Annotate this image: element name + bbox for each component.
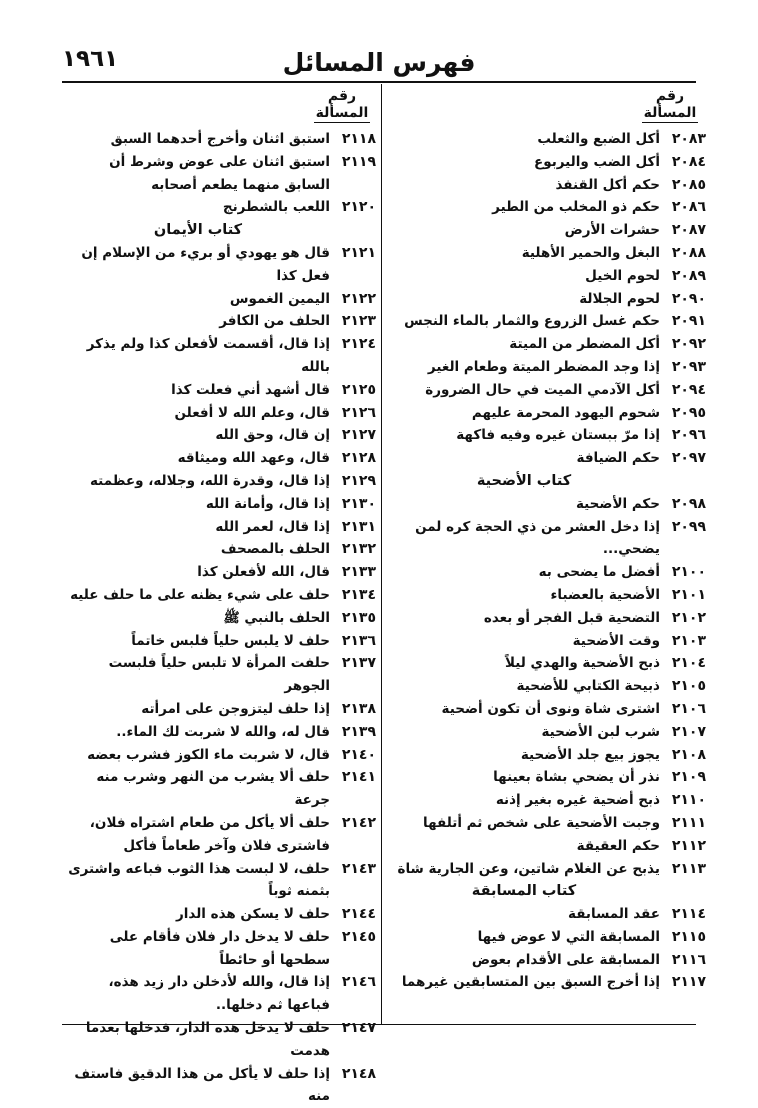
entry-number: ٢٠٩٧ [671,450,706,467]
entry-title: حلف على شيء يظنه على ما حلف عليه [70,586,330,603]
index-entry [66,538,376,561]
entry-number: ٢٠٨٤ [671,153,706,170]
entry-number: ٢٠٨٣ [671,131,706,147]
entry-number: ٢١٣٧ [341,655,376,672]
entry-number: ٢١٠٣ [671,632,706,649]
entry-number: ٢١٤٣ [341,860,376,877]
index-entry [388,744,706,767]
entry-title: أكل الضبع والثعلب [537,131,660,147]
index-entry [66,971,376,1017]
index-entry [388,128,706,151]
entry-number: ٢١٢٣ [341,313,376,330]
entry-number: ٢١٢١ [341,244,376,261]
entry-number: ٢٠٩٨ [671,495,706,512]
index-entry [66,584,376,607]
index-entry [388,424,706,447]
entry-title: لحوم الخيل [585,267,660,284]
entry-number: ٢١١٤ [671,906,706,923]
index-entry [388,288,706,311]
entry-number: ٢١٢٠ [341,199,376,216]
entry-number: ٢٠٩٢ [671,336,706,353]
entry-number: ٢١١٥ [671,928,706,945]
entry-number: ٢١٣٨ [341,700,376,717]
index-entry [388,812,706,835]
entry-title: حلف لا يلبس حلياً فلبس خاتماً [131,632,330,649]
entry-title: اللعب بالشطرنج [222,199,330,216]
index-entry [388,698,706,721]
index-entry [388,356,706,379]
entry-title: شرب لبن الأضحية [541,723,660,740]
index-entry [388,789,706,812]
index-entry [66,379,376,402]
entry-number: ٢٠٨٨ [671,244,706,261]
index-entry [388,561,706,584]
entry-title: أكل الآدمي الميت في حال الضرورة [425,381,660,398]
entry-title: الأضحية بالعضباء [550,586,660,603]
column-header-line2: المسألة [643,105,697,121]
entry-title: لحوم الجلالة [579,290,660,307]
entry-number: ٢١٢٧ [341,427,376,444]
entry-number: ٢١٣٢ [341,541,376,558]
entry-title: ذبيحة الكتابي للأضحية [516,678,660,695]
index-entry [66,607,376,630]
entry-number: ٢١٤٧ [341,1020,376,1037]
index-entry [388,926,706,949]
entry-number: ٢١٠٥ [671,678,706,695]
entry-title: قال، وعلم الله لا أفعلن [174,404,330,421]
section-heading: كتاب الأضحية [476,472,572,489]
index-entry [66,698,376,721]
entry-title: اشترى شاة ونوى أن تكون أضحية [441,700,660,717]
index-entry [388,903,706,926]
index-entry [388,630,706,653]
index-entry [388,447,706,470]
entry-title: قال له، والله لا شربت لك الماء.. [116,723,330,740]
index-entry [66,1063,376,1108]
index-entry [66,766,376,812]
entry-number: ٢١٣١ [341,518,376,535]
entry-title: البغل والحمير الأهلية [521,244,660,261]
index-entry [66,333,376,379]
index-entry [66,242,376,288]
entry-number: ٢٠٩٣ [671,358,706,375]
index-entry [388,721,706,744]
entry-number: ٢٠٩٥ [671,404,706,421]
index-entry [388,584,706,607]
entry-number: ٢١١٨ [341,131,376,147]
index-entry [388,333,706,356]
entry-number: ٢١١٩ [341,153,376,170]
entry-number: ٢٠٩٦ [671,427,706,444]
entry-number: ٢١٤٥ [341,928,376,945]
entry-number: ٢١٠٩ [671,769,706,786]
index-entry [388,265,706,288]
entry-title: حكم العقيقة [576,837,660,854]
page-header [62,44,696,80]
entry-title: حكم غسل الزروع والثمار بالماء النجس [404,313,660,330]
entry-title: استبق اثنان على عوض وشرط أن السابق منهما يطعم أصحابه [109,153,330,193]
entry-title: الحلف من الكافر [219,313,330,330]
entry-number: ٢١٤٤ [341,906,376,923]
entry-number: ٢١٤٢ [341,814,376,831]
index-entry [66,652,376,698]
column-header-line2: المسألة [315,105,369,121]
entry-title: إذا قال، وقدرة الله، وجلاله، وعظمته [90,472,330,489]
left-column-header [312,88,372,123]
entry-number: ٢٠٨٦ [671,199,706,216]
entry-number: ٢١٣٥ [341,609,376,626]
entry-title: إذا وجد المضطر الميتة وطعام الغير [427,358,660,375]
right-column-header [640,88,700,123]
entry-title: الحلف بالنبي ﷺ [223,609,330,626]
entry-number: ٢١٢٥ [341,381,376,398]
entry-number: ٢١١٣ [671,860,706,877]
entry-title: قال أشهد أني فعلت كذا [171,381,330,398]
entry-number: ٢١١٠ [671,792,706,809]
entry-title: إن قال، وحق الله [215,427,330,444]
index-entry [66,630,376,653]
entry-number: ٢٠٨٥ [671,176,706,193]
entry-number: ٢١٣٩ [341,723,376,740]
entry-number: ٢١٤٨ [341,1065,376,1082]
index-entry [66,288,376,311]
entry-title: حلف لا يدخل دار فلان فأقام على سطحها أو حائطاً [109,928,330,968]
entry-number: ٢١٤١ [341,769,376,786]
entry-title: حشرات الأرض [564,222,660,239]
entry-number: ٢١٠٨ [671,746,706,763]
entry-title: يذبح عن الغلام شاتين، وعن الجارية شاة [397,860,660,877]
entry-title: إذا قال، والله لأدخلن دار زيد هذه، فباعها ثم دخلها.. [108,974,330,1014]
index-entry [66,858,376,904]
index-entry [388,379,706,402]
entry-title: المسابقة على الأقدام بعوض [471,951,660,968]
index-entry [388,493,706,516]
entry-title: وقت الأضحية [572,632,660,649]
column-divider [381,84,382,1024]
entry-title: ذبح الأضحية والهدي ليلاً [505,655,660,672]
entry-title: حلفت المرأة لا تلبس حلياً فلبست الجوهر [108,655,330,695]
entry-number: ٢١٠٠ [671,564,706,581]
entry-title: إذا دخل العشر من ذي الحجة كره لمن يضحي... [415,518,660,558]
entry-title: إذا أخرج السبق بين المتسابقين غيرهما [401,974,660,991]
entry-title: الحلف بالمصحف [220,541,330,558]
entry-number: ٢١٤٠ [341,746,376,763]
index-entry [66,447,376,470]
entry-number: ٢١١٧ [671,974,706,991]
entry-number: ٢٠٩١ [671,313,706,330]
entry-title: إذا حلف ليتزوجن على امرأته [141,700,330,717]
entry-number: ٢٠٨٩ [671,267,706,284]
index-entry [388,402,706,425]
entry-number: ٢١٠١ [671,586,706,603]
entry-title: حلف لا يسكن هذه الدار [176,906,330,923]
entry-title: حلف ألا يأكل من طعام اشتراه فلان، فاشترى فلان وآخر طعاماً فأكل [89,814,330,854]
index-entry [66,128,376,151]
entry-title: إذا حلف لا يأكل من هذا الدقيق فاستف منه [74,1065,330,1105]
index-entry [66,470,376,493]
entry-number: ٢١٢٢ [341,290,376,307]
entry-number: ٢١٠٧ [671,723,706,740]
index-entry [388,219,706,242]
index-entry [388,949,706,972]
entry-title: إذا قال، لعمر الله [215,518,330,535]
entry-number: ٢١٠٤ [671,655,706,672]
entry-title: حلف، لا لبست هذا الثوب فباعه واشترى بثمنه ثوباً [68,860,330,900]
entry-title: أفضل ما يضحى به [538,564,660,581]
column-header-line1: رقم [655,88,685,104]
index-entry [66,744,376,767]
entry-title: حكم الضيافة [576,450,660,467]
index-entry [388,242,706,265]
entry-title: نذر أن يضحي بشاة بعينها [493,769,660,786]
index-entry [388,675,706,698]
entry-title: اليمين الغموس [229,290,330,307]
entry-number: ٢١١٦ [671,951,706,968]
index-entry [388,835,706,858]
index-entry [66,721,376,744]
index-entry [388,174,706,197]
footer-rule [62,1024,696,1025]
index-entry [388,151,706,174]
entry-title: حلف ألا يشرب من النهر وشرب منه جرعة [96,769,330,809]
entry-number: ٢١٠٢ [671,609,706,626]
index-entry [66,402,376,425]
entry-number: ٢١٢٦ [341,404,376,421]
entry-title: إذا قال، وأمانة الله [205,495,330,512]
entry-title: حلف لا يدخل هذه الدار، فدخلها بعدما هدمت [85,1020,330,1059]
entry-title: قال، لا شربت ماء الكوز فشرب بعضه [87,746,330,763]
entry-title: حكم الأضحية [575,495,660,512]
index-entry [66,812,376,858]
entry-number: ٢٠٨٧ [671,222,706,239]
entry-number: ٢١٢٤ [341,336,376,353]
entry-title: شحوم اليهود المحرمة عليهم [471,404,660,421]
page-title: فهرس المسائل [282,47,476,77]
entry-number: ٢١١٢ [671,837,706,854]
index-entry [388,858,706,881]
entry-number: ٢١٣٣ [341,564,376,581]
index-entry [388,766,706,789]
entry-number: ٢١٢٩ [341,472,376,489]
page-number: ١٩٦١ [62,46,119,72]
index-entry [66,493,376,516]
right-column-list [388,128,706,994]
section-heading: كتاب المسابقة [471,883,577,900]
entry-title: يجوز بيع جلد الأضحية [520,746,660,763]
entry-title: قال، وعهد الله وميثاقه [177,450,330,467]
entry-number: ٢٠٩٤ [671,381,706,398]
index-entry [388,196,706,219]
index-entry [388,652,706,675]
entry-title: التضحية قبل الفجر أو بعده [483,609,660,626]
entry-title: إذا مرّ ببستان غيره وفيه فاكهة [456,427,660,444]
index-entry [66,310,376,333]
left-column-list [66,128,376,1108]
entry-title: قال هو يهودي أو بريء من الإسلام إن فعل كذا [81,244,330,284]
entry-number: ٢١٤٦ [341,974,376,991]
entry-number: ٢١٠٦ [671,700,706,717]
entry-title: المسابقة التي لا عوض فيها [477,928,660,945]
index-entry [66,196,376,219]
entry-title: ذبح أضحية غيره بغير إذنه [495,792,660,809]
section-heading: كتاب الأيمان [153,222,243,239]
entry-title: أكل المضطر من الميتة [509,336,660,353]
entry-title: عقد المسابقة [568,906,660,923]
index-entry [66,151,376,197]
index-entry [388,516,706,562]
entry-number: ٢٠٩٩ [671,518,706,535]
index-entry [66,516,376,539]
entry-title: أكل الضب واليربوع [534,153,660,170]
entry-title: وجبت الأضحية على شخص ثم أتلفها [423,814,660,831]
entry-number: ٢١١١ [671,814,706,831]
index-entry [66,424,376,447]
header-rule [62,81,696,83]
index-entry [66,926,376,972]
entry-number: ٢٠٩٠ [671,290,706,307]
index-entry [388,607,706,630]
entry-title: قال، الله لأفعلن كذا [197,564,330,581]
index-entry [66,903,376,926]
entry-title: حكم ذو المخلب من الطير [492,199,660,216]
entry-number: ٢١٣٠ [341,495,376,512]
index-entry [388,310,706,333]
entry-title: حكم أكل القنفذ [555,176,660,193]
index-entry [388,971,706,994]
column-header-line1: رقم [327,88,357,104]
entry-title: إذا قال، أقسمت لأفعلن كذا ولم يذكر بالله [86,336,330,375]
entry-number: ٢١٣٦ [341,632,376,649]
entry-title: استبق اثنان وأخرج أحدهما السبق [110,131,330,147]
index-entry [66,561,376,584]
entry-number: ٢١٣٤ [341,586,376,603]
entry-number: ٢١٢٨ [341,450,376,467]
